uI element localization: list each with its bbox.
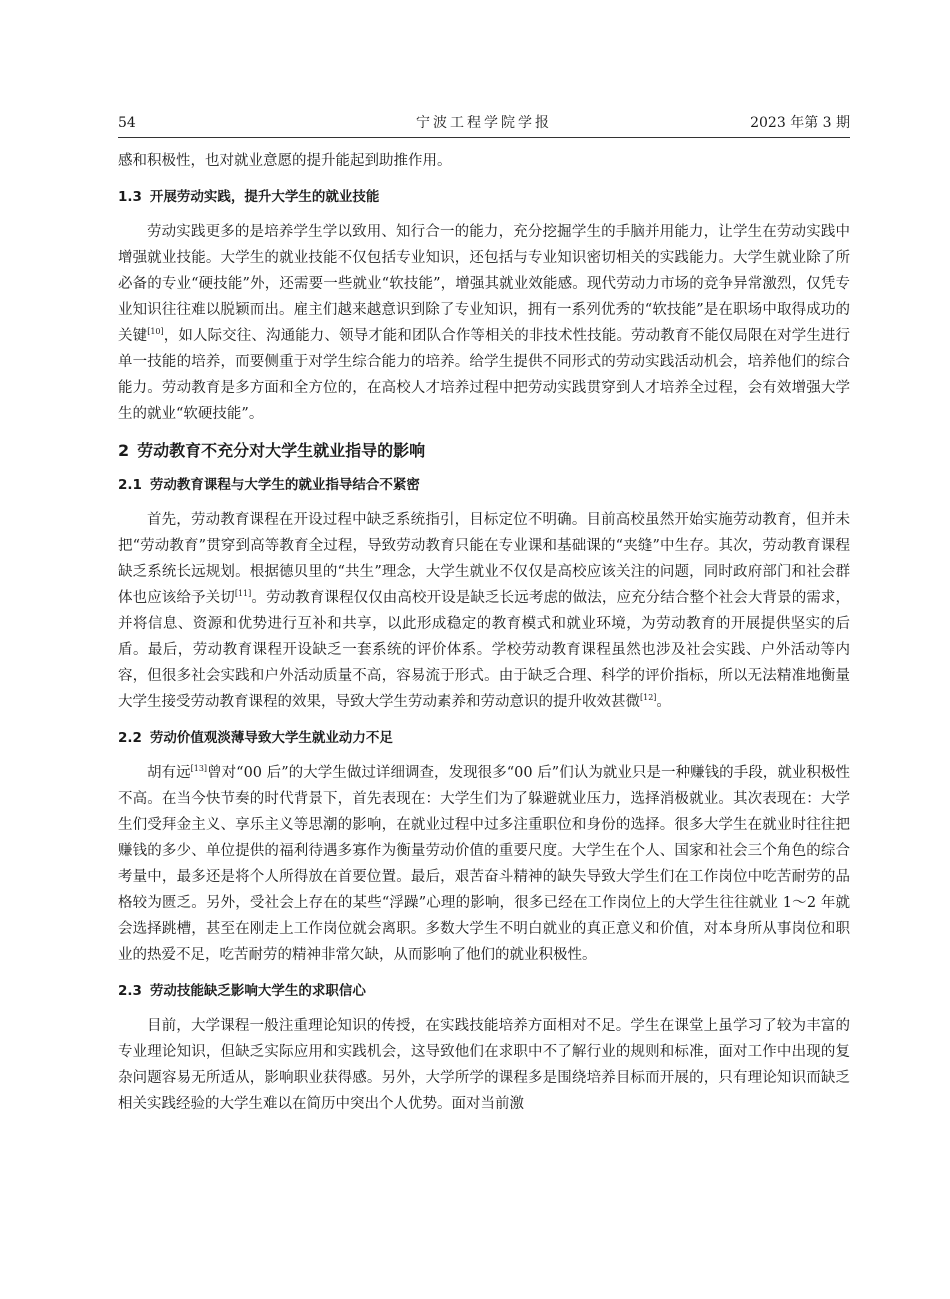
section-title: 劳动价值观淡薄导致大学生就业动力不足 xyxy=(149,730,393,746)
section-heading-1-3 xyxy=(118,174,850,219)
citation-12: [12] xyxy=(640,693,657,703)
section-title: 开展劳动实践，提升大学生的就业技能 xyxy=(149,189,380,205)
paragraph-2-3: 目前，大学课程一般注重理论知识的传授，在实践技能培养方面相对不足。学生在课堂上虽学习了较为丰富的专业理论知识，但缺乏实际应用和实践机会，这导致他们在求职中不了解行业的规则和标准，面对工作中出现的复杂问题容易无所适从，影响职业获得感。另外，大学所学的课程多是围绕培养目标而开展的，只有理论知识而缺乏相关实践经验的大学生难以在简历中突出个人优势。面对当前激 xyxy=(118,1018,850,1112)
journal-title: 宁波工程学院学报 xyxy=(416,115,552,131)
section-number: 2.1 xyxy=(118,477,142,493)
section-heading-2-3 xyxy=(118,968,850,1013)
citation-10: [10] xyxy=(147,327,164,337)
header-rule xyxy=(118,137,850,138)
article-body xyxy=(118,148,850,1117)
paragraph-1-3: 劳动实践更多的是培养学生学以致用、知行合一的能力，充分挖掘学生的手脑并用能力，让学生在劳动实践中增强就业技能。大学生的就业技能不仅包括专业知识，还包括与专业知识密切相关的实践能力。大学生就业除了所必备的专业“硬技能”外，还需要一些就业“软技能”，增强其就业效能感。现代劳动力市场的竞争异常激烈，仅凭专业知识往往难以脱颖而出。雇主们越来越意识到除了专业知识，拥有一系列优秀的“软技能”是在职场中取得成功的关键[10]，如人际交往、沟通能力、领导才能和团队合作等相关的非技术性技能。劳动教育不能仅局限在对学生进行单一技能的培养，而要侧重于对学生综合能力的培养。给学生提供不同形式的劳动实践活动机会，培养他们的综合能力。劳动教育是多方面和全方位的，在高校人才培养过程中把劳动实践贯穿到人才培养全过程，会有效增强大学生的就业“软硬技能”。 xyxy=(118,224,851,422)
section-heading-2 xyxy=(118,427,850,472)
paragraph-continued: 感和积极性，也对就业意愿的提升能起到助推作用。 xyxy=(118,153,452,169)
issue-label: 2023 年第 3 期 xyxy=(750,115,850,131)
section-number: 2 xyxy=(118,441,130,460)
section-title: 劳动技能缺乏影响大学生的求职信心 xyxy=(149,983,366,999)
section-number: 2.2 xyxy=(118,730,142,746)
section-heading-2-2 xyxy=(118,715,850,760)
section-number: 1.3 xyxy=(118,189,142,205)
paragraph-2-2: 胡有远[13]曾对“00 后”的大学生做过详细调查，发现很多“00 后”们认为就业只是一种赚钱的手段，就业积极性不高。在当今快节奏的时代背景下，首先表现在：大学生们为了躲避就业压力，选择消极就业。其次表现在：大学生们受拜金主义、享乐主义等思潮的影响，在就业过程中过多注重职位和身份的选择。很多大学生在就业时往往把赚钱的多少、单位提供的福利待遇多寡作为衡量劳动价值的重要尺度。大学生在个人、国家和社会三个角色的综合考量中，最多还是将个人所得放在首要位置。最后，艰苦奋斗精神的缺失导致大学生们在工作岗位中吃苦耐劳的品格较为匮乏。另外，受社会上存在的某些“浮躁”心理的影响，很多已经在工作岗位上的大学生往往就业 1～2 年就会选择跳槽，甚至在刚走上工作岗位就会离职。多数大学生不明白就业的真正意义和价值，对本身所从事岗位和职业的热爱不足，吃苦耐劳的精神非常欠缺，从而影响了他们的就业积极性。 xyxy=(118,764,850,963)
citation-13: [13] xyxy=(190,764,208,774)
section-title: 劳动教育不充分对大学生就业指导的影响 xyxy=(137,441,426,460)
page-number: 54 xyxy=(118,115,136,131)
section-heading-2-1 xyxy=(118,472,850,507)
paragraph-2-1: 首先，劳动教育课程在开设过程中缺乏系统指引，目标定位不明确。目前高校虽然开始实施劳动教育，但并未把“劳动教育”贯穿到高等教育全过程，导致劳动教育只能在专业课和基础课的“夹缝”中生存。其次，劳动教育课程缺乏系统长远规划。根据德贝里的“共生”理念，大学生就业不仅仅是高校应该关注的问题，同时政府部门和社会群体也应该给予关切[11]。劳动教育课程仅仅由高校开设是缺乏长远考虑的做法，应充分结合整个社会大背景的需求，并将信息、资源和优势进行互补和共享，以此形成稳定的教育模式和就业环境，为劳动教育的开展提供坚实的后盾。最后，劳动教育课程开设缺乏一套系统的评价体系。学校劳动教育课程虽然也涉及社会实践、户外活动等内容，但很多社会实践和户外活动质量不高，容易流于形式。由于缺乏合理、科学的评价指标，所以无法精准地衡量大学生接受劳动教育课程的效果，导致大学生劳动素养和劳动意识的提升收效甚微[12]。 xyxy=(118,512,851,710)
citation-11: [11] xyxy=(234,589,252,599)
section-number: 2.3 xyxy=(118,983,142,999)
section-title: 劳动教育课程与大学生的就业指导结合不紧密 xyxy=(149,477,420,493)
running-header xyxy=(118,112,850,134)
